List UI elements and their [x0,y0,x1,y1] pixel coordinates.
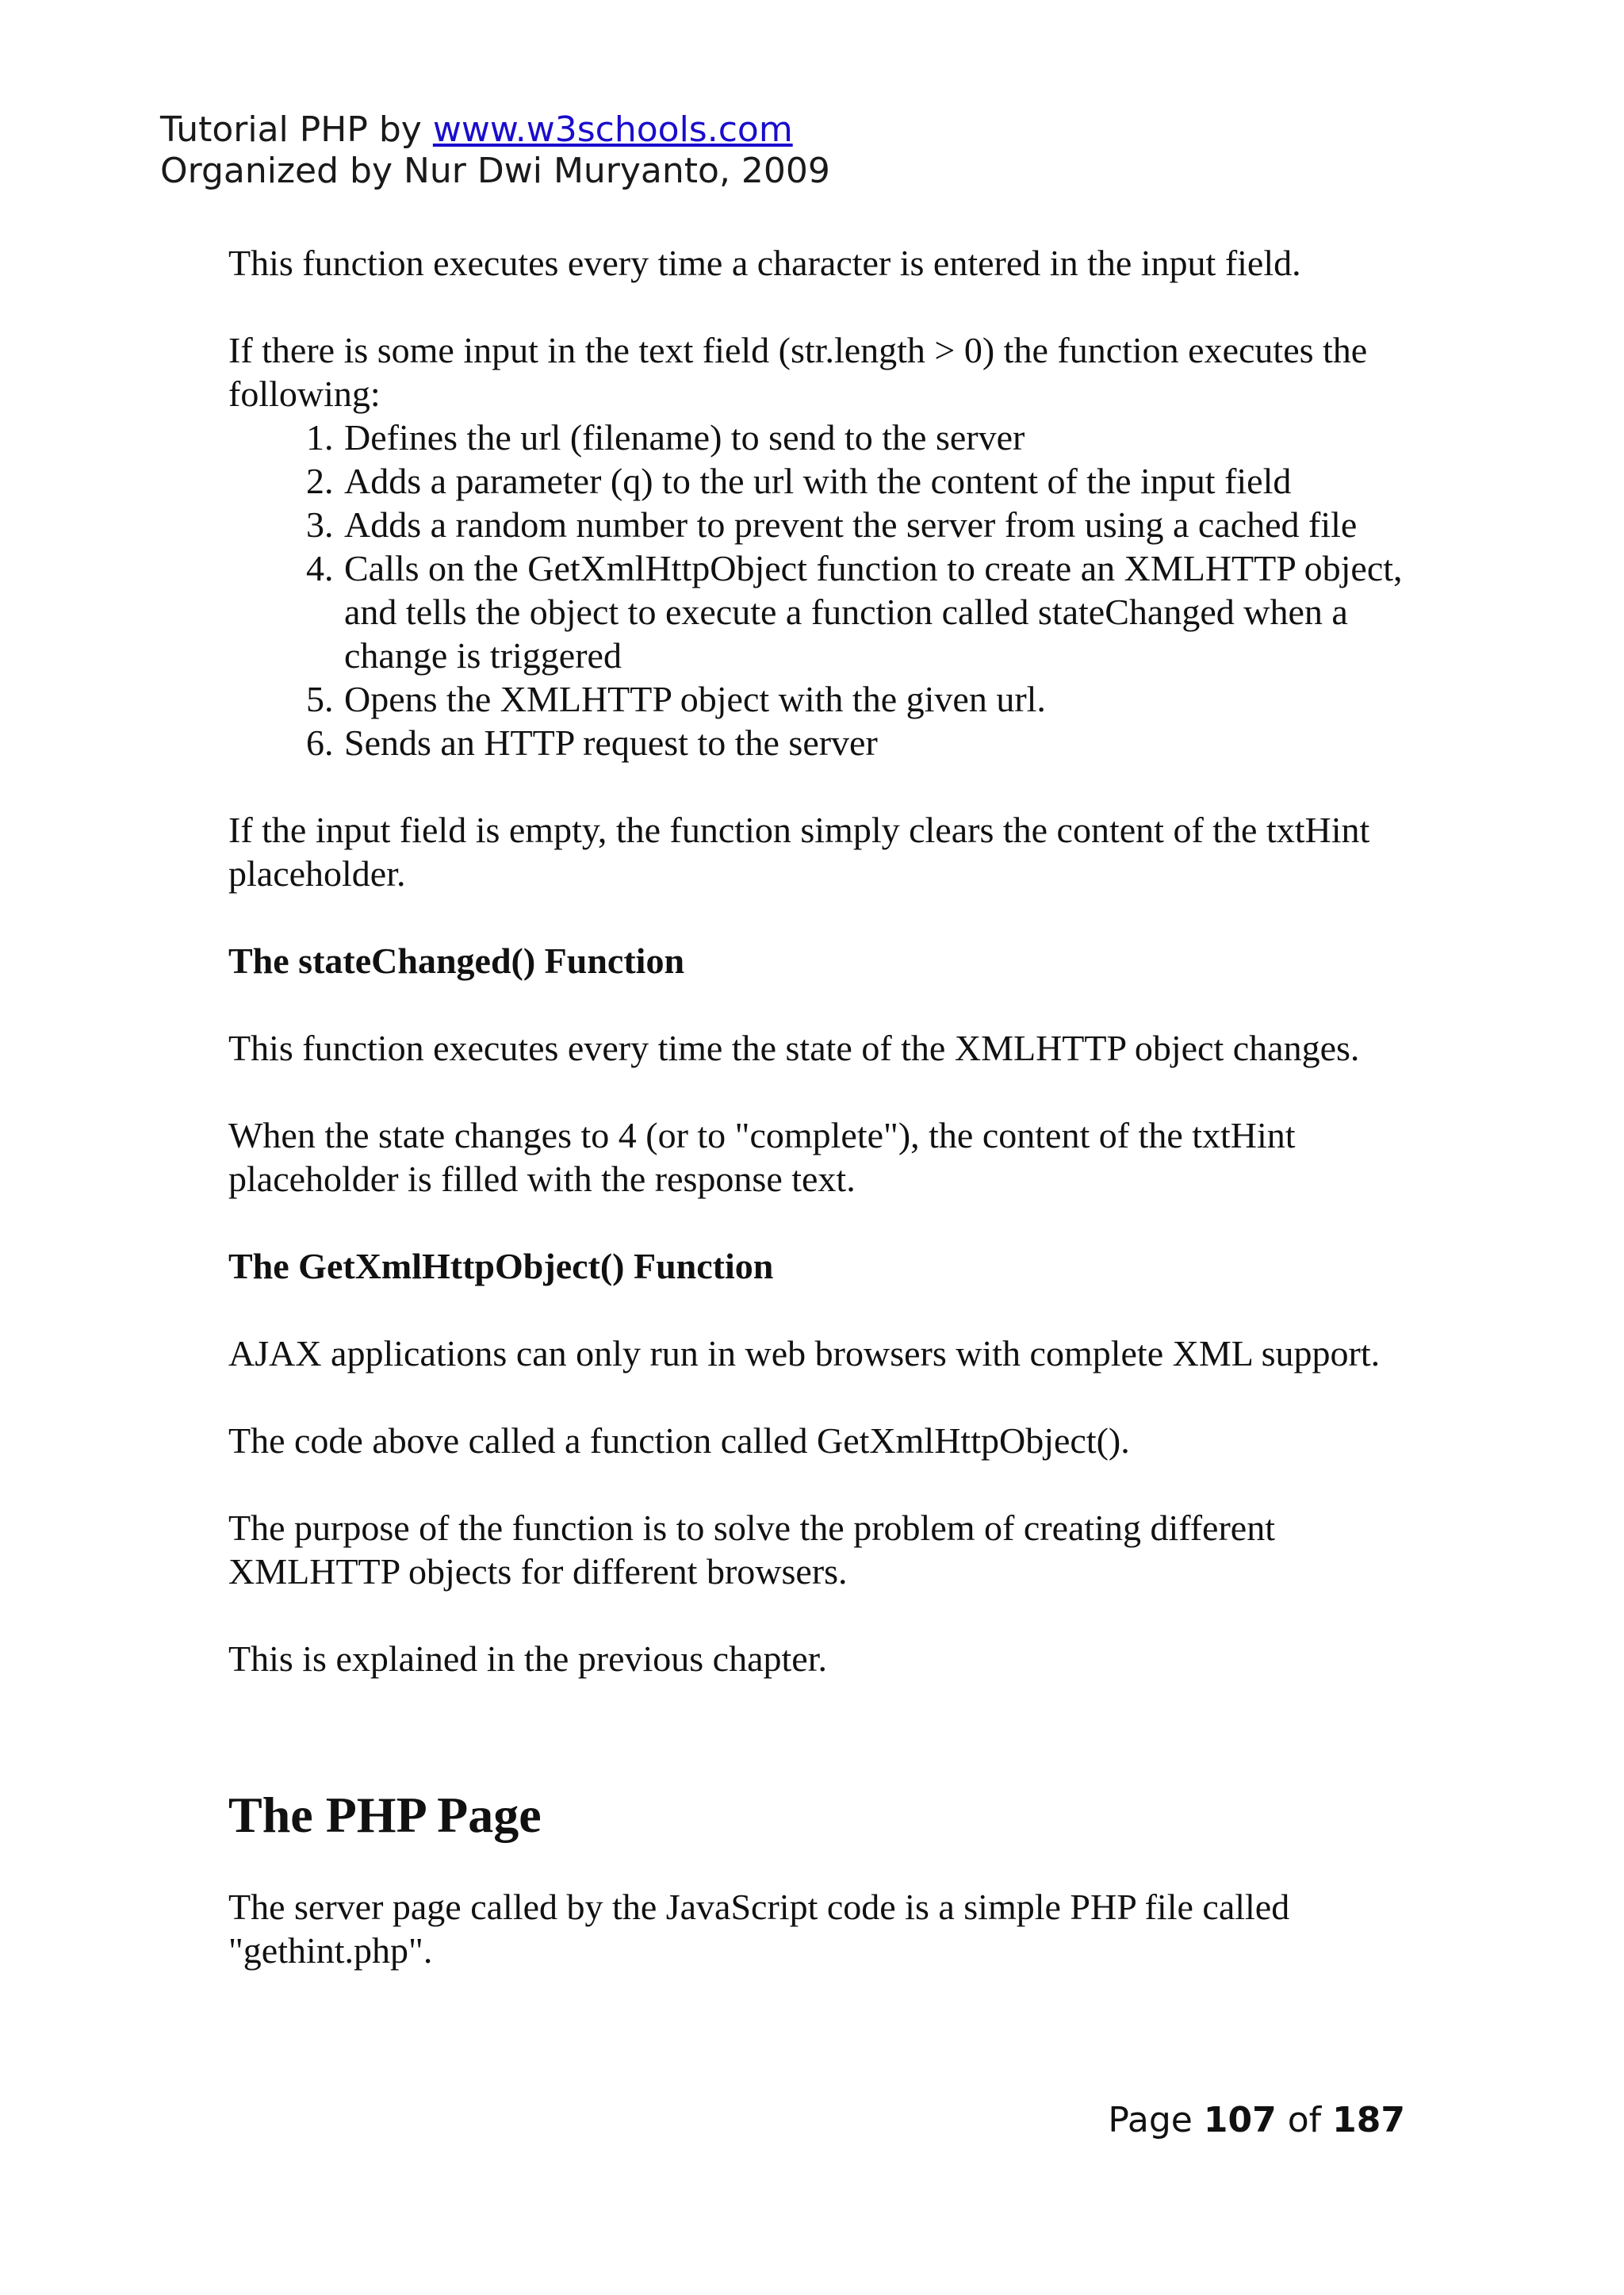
paragraph-6: AJAX applications can only run in web browsers with complete XML support. [228,1333,1381,1374]
paragraph-4: This function executes every time the state of the XMLHTTP object changes. [228,1028,1360,1068]
paragraph-10: The server page called by the JavaScript code is a simple PHP file called "gethint.php". [228,1887,1290,1971]
page-label: Page [1108,2100,1193,2140]
paragraph-8: The purpose of the function is to solve the problem of creating different XMLHTTP objects for different browsers. [228,1508,1275,1592]
header-line-2: Organized by Nur Dwi Muryanto, 2009 [160,151,830,191]
list-item: 4. Calls on the GetXmlHttpObject function to create an XMLHTTP object, and tells the object to execute a function called stateChanged when a change is triggered [343,546,1418,677]
page-content [228,241,1418,1972]
total-page-count: 187 [1332,2100,1405,2140]
heading-php-page: The PHP Page [228,1787,542,1843]
paragraph-5: When the state changes to 4 (or to "complete"), the content of the txtHint placeholder is filled with the response text. [228,1115,1296,1199]
list-item: 2. Adds a parameter (q) to the url with the content of the input field [343,459,1418,503]
w3schools-link[interactable]: www.w3schools.com [432,109,793,150]
paragraph-3: If the input field is empty, the function simply clears the content of the txtHint placeholder. [228,810,1370,894]
paragraph-2: If there is some input in the text field (str.length > 0) the function executes the following: [228,330,1368,414]
paragraph-7: The code above called a function called GetXmlHttpObject(). [228,1420,1130,1461]
steps-list [228,416,1418,764]
list-item: 6. Sends an HTTP request to the server [343,721,1418,764]
list-item: 1. Defines the url (filename) to send to the server [343,416,1418,459]
header-title: Tutorial PHP by [160,109,433,150]
list-item: 3. Adds a random number to prevent the server from using a cached file [343,503,1418,546]
heading-get-xml-http-object: The GetXmlHttpObject() Function [228,1246,774,1286]
heading-state-changed: The stateChanged() Function [228,941,685,981]
page-footer [1108,2100,1405,2141]
header-line-1 [160,109,830,151]
page-header [160,109,830,192]
paragraph-9: This is explained in the previous chapter. [228,1638,827,1679]
of-label: of [1287,2100,1322,2140]
current-page-number: 107 [1203,2100,1277,2140]
paragraph-1: This function executes every time a character is entered in the input field. [228,243,1301,283]
list-item: 5. Opens the XMLHTTP object with the given url. [343,677,1418,721]
